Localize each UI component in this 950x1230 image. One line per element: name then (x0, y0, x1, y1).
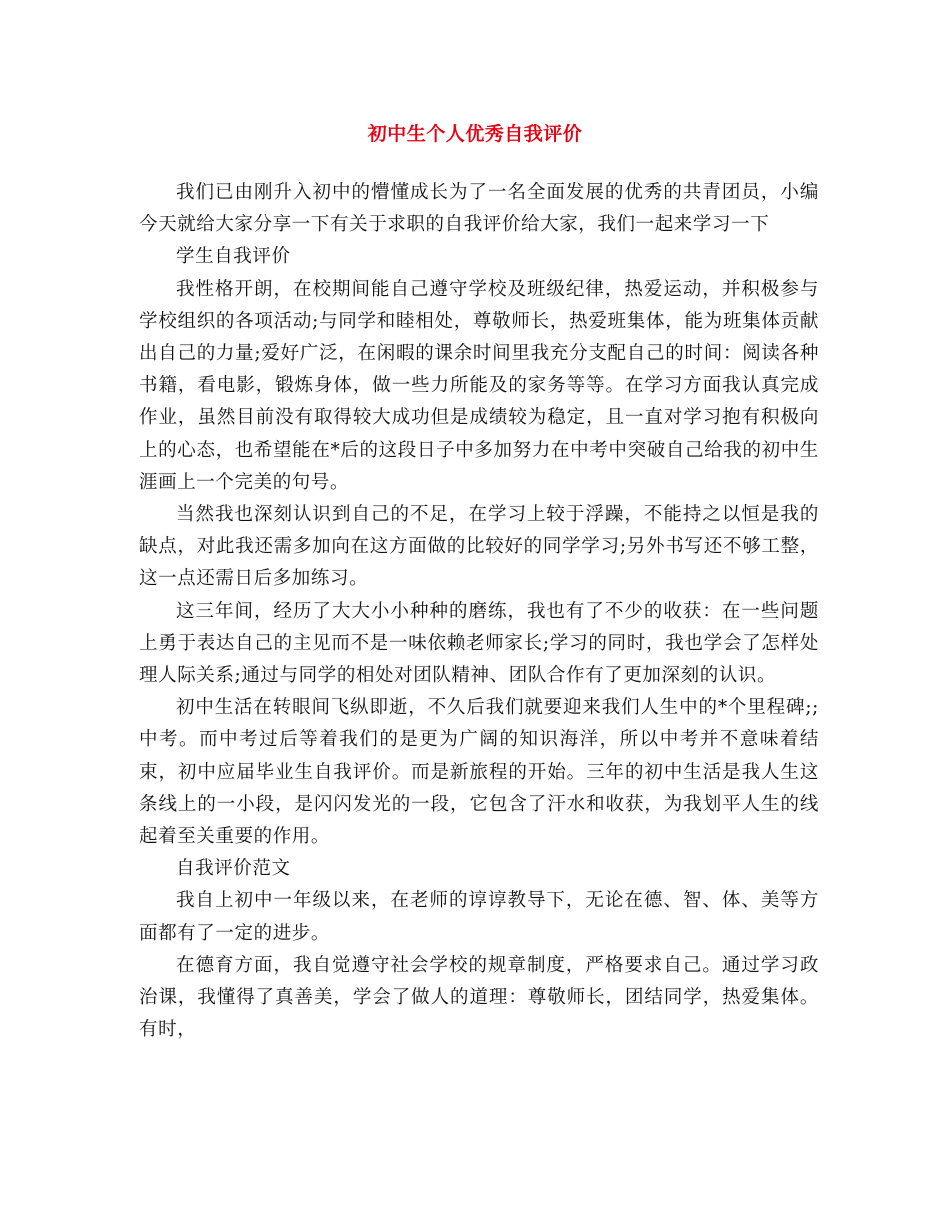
document-title: 初中生个人优秀自我评价 (367, 123, 583, 145)
paragraph-moral-education: 在德育方面，我自觉遵守社会学校的规章制度，严格要求自己。通过学习政治课，我懂得了真善美，学会了做人的道理：尊敬师长，团结同学，热爱集体。有时， (139, 954, 819, 1041)
paragraph-intro: 我们已由刚升入初中的懵懂成长为了一名全面发展的优秀的共青团员，小编今天就给大家分享一下有关于求职的自我评价给大家，我们一起来学习一下 (139, 182, 819, 236)
paragraph-personality: 我性格开朗，在校期间能自己遵守学校及班级纪律，热爱运动，并积极参与学校组织的各项活动;与同学和睦相处，尊敬师长，热爱班集体，能为班集体贡献出自己的力量;爱好广泛，在闲暇的课余时间里我充分支配自己的时间：阅读各种书籍，看电影，锻炼身体，做一些力所能及的家务等等。在学习方面我认真完成作业，虽然目前没有取得较大成功但是成绩较为稳定，且一直对学习抱有积极向上的心态，也希望能在*后的这段日子中多加努力在中考中突破自己给我的初中生涯画上一个完美的句号。 (139, 278, 819, 493)
paragraph-middle-school-life: 初中生活在转眼间飞纵即逝，不久后我们就要迎来我们人生中的*个里程碑;;中考。而中考过后等着我们的是更为广阔的知识海洋，所以中考并不意味着结束，初中应届毕业生自我评价。而是新旅程的开始。三年的初中生活是我人生这条线上的一小段，是闪闪发光的一段，它包含了汗水和收获，为我划平人生的线起着至关重要的作用。 (139, 697, 819, 848)
document-body (139, 177, 819, 1046)
section-heading-sample-essay: 自我评价范文 (176, 858, 291, 880)
paragraph-gains: 这三年间，经历了大大小小种种的磨练，我也有了不少的收获：在一些问题上勇于表达自己的主见而不是一味依赖老师家长;学习的同时，我也学会了怎样处理人际关系;通过与同学的相处对团队精神、团队合作有了更加深刻的认识。 (139, 600, 819, 687)
section-heading-student-self-evaluation: 学生自我评价 (176, 246, 291, 268)
paragraph-shortcomings: 当然我也深刻认识到自己的不足，在学习上较于浮躁，不能持之以恒是我的缺点，对此我还需多加向在这方面做的比较好的同学学习;另外书写还不够工整，这一点还需日后多加练习。 (139, 504, 819, 590)
paragraph-progress: 我自上初中一年级以来，在老师的谆谆教导下，无论在德、智、体、美等方面都有了一定的进步。 (139, 890, 819, 944)
